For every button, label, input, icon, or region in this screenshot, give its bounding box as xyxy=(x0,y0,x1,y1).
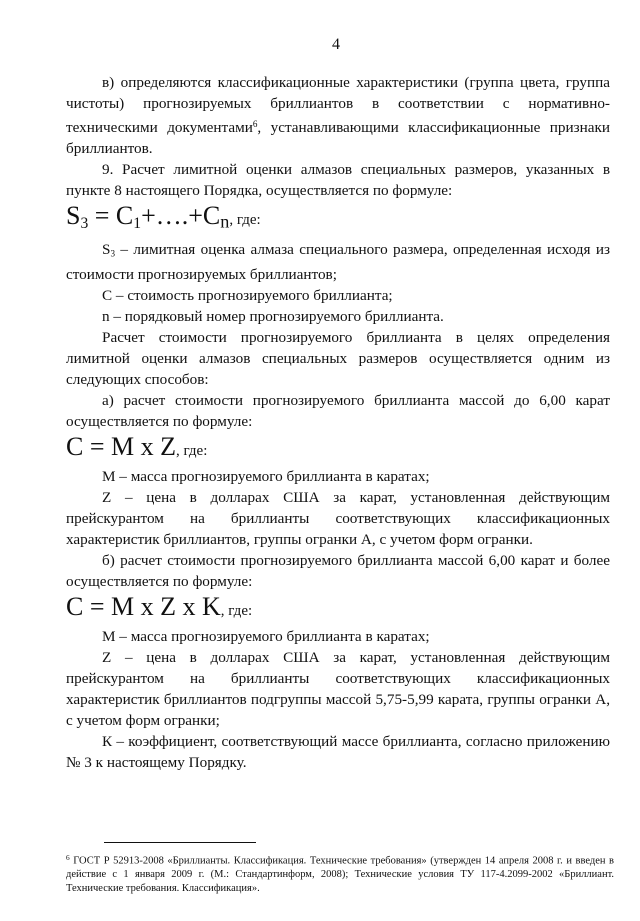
formula-s3-mid: +….+C xyxy=(141,201,221,231)
footnote-mark: 6 xyxy=(66,853,70,862)
paragraph-a: а) расчет стоимости прогнозируемого бриллианта массой до 6,00 карат осуществляется по формуле: xyxy=(66,392,610,431)
paragraph-calc: Расчет стоимости прогнозируемого бриллианта в целях определения лимитной оценки алмазов специальных размеров осуществляется одним из следующих способов: xyxy=(66,329,610,389)
footnote-text: ГОСТ Р 52913-2008 «Бриллианты. Классификация. Технические требования» (утвержден 14 апреля 2008 г. и введен в действие с 1 января 2009 г. (М.: Стандартинформ, 2008); Технические условия ТУ 117-4.2099-2002 «Бриллиант. Технические требования. Классификация». xyxy=(66,855,614,895)
formula-s3-eq: = C xyxy=(88,201,134,231)
formula-cmz xyxy=(66,432,610,466)
paragraph-v-text: в) определяются классификационные характеристики (группа цвета, группа чистоты) прогнозируемых бриллиантов в соответствии с нормативно-техническими документами xyxy=(66,74,610,137)
formula-cmzk-main: C = M x Z x K xyxy=(66,592,221,622)
definition-z-2: Z – цена в долларах США за карат, установленная действующим прейскурантом на бриллианты соответствующих классификационных характеристик бриллиантов подгруппы массой 5,75-5,99 карата, группы огранки А, с учетом форм огранки; xyxy=(66,649,610,730)
footnote-divider xyxy=(104,842,256,843)
formula-cmz-tail: , где: xyxy=(176,443,208,460)
formula-cmz-main: C = M x Z xyxy=(66,432,177,462)
definition-m-2: М – масса прогнозируемого бриллианта в каратах; xyxy=(102,628,430,646)
formula-s3-tail: , где: xyxy=(229,212,261,229)
paragraph-v-tail: , устанавливающими классификационные признаки бриллиантов. xyxy=(66,119,610,158)
definition-s3 xyxy=(66,239,610,285)
definition-s3-sub: 3 xyxy=(110,248,116,259)
footnote xyxy=(66,851,614,896)
document-body xyxy=(66,72,610,773)
paragraph-v xyxy=(66,72,610,159)
definition-s3-text: – лимитная оценка алмаза специального размера, определенная исходя из стоимости прогнозируемых бриллиантов; xyxy=(66,240,610,284)
formula-s3 xyxy=(66,201,610,239)
definition-n: n – порядковый номер прогнозируемого бриллианта. xyxy=(102,308,444,326)
formula-s3-lhs-sub: 3 xyxy=(80,214,89,232)
paragraph-9: 9. Расчет лимитной оценки алмазов специальных размеров, указанных в пункте 8 настоящего Порядка, осуществляется по формуле: xyxy=(66,161,610,200)
definition-s3-var: S xyxy=(102,240,111,258)
formula-s3-cn-sub: n xyxy=(220,211,230,232)
definition-m-1: М – масса прогнозируемого бриллианта в каратах; xyxy=(102,468,430,486)
footnote-reference: 6 xyxy=(252,119,258,129)
definition-c: С – стоимость прогнозируемого бриллианта; xyxy=(102,287,393,305)
formula-s3-lhs: S xyxy=(66,201,81,231)
paragraph-b: б) расчет стоимости прогнозируемого бриллианта массой 6,00 карат и более осуществляется по формуле: xyxy=(66,552,610,591)
formula-s3-c1-sub: 1 xyxy=(133,214,142,232)
page-number: 4 xyxy=(332,36,340,53)
formula-cmzk xyxy=(66,592,610,626)
definition-k: К – коэффициент, соответствующий массе бриллианта, согласно приложению № 3 к настоящему Порядку. xyxy=(66,733,610,772)
formula-cmzk-tail: , где: xyxy=(220,603,253,620)
definition-z-1: Z – цена в долларах США за карат, установленная действующим прейскурантом на бриллианты соответствующих классификационных характеристик бриллиантов, группы огранки А, с учетом форм огранки. xyxy=(66,489,610,549)
